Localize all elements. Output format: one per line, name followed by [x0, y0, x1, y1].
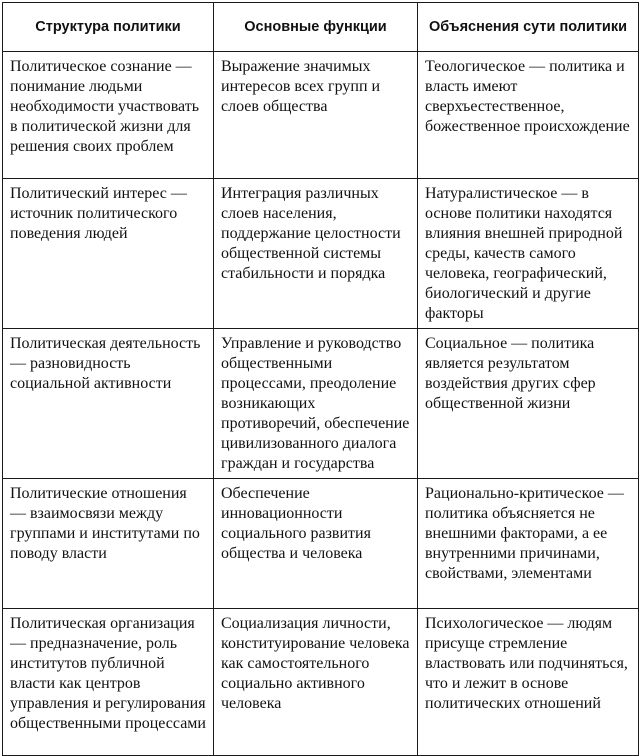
table-row: [3, 329, 639, 479]
explanation-cell: Социальное — политика является результатом воздействия других сфер общественной жизни: [418, 329, 639, 479]
table-row: [3, 609, 639, 756]
explanation-cell: Теологическое — политика и власть имеют сверхъестественное, божественное происхождение: [418, 52, 639, 179]
function-cell: Обеспечение инновационности социального развития общества и человека: [214, 479, 418, 609]
function-cell: Выражение значимых интересов всех групп и слоев общества: [214, 52, 418, 179]
explanation-cell: Психологическое — людям присуще стремление властвовать или подчиняться, что и лежит в основе политических отношений: [418, 609, 639, 756]
explanation-cell: Рационально-критическое — политика объясняется не внешними факторами, а ее внутренними причинами, свойствами, элементами: [418, 479, 639, 609]
function-cell: Социализация личности, конституирование человека как самостоятельного социально активного человека: [214, 609, 418, 756]
structure-cell: Политическое сознание — понимание людьми необходимости участвовать в политической жизни для решения своих проблем: [3, 52, 214, 179]
header-row: [3, 3, 639, 52]
header-functions: Основные функции: [214, 3, 418, 52]
politics-structure-table: [2, 2, 639, 756]
table-row: [3, 479, 639, 609]
function-cell: Управление и руководство общественными процессами, преодоление возникающих противоречий, обеспечение цивилизованного диалога граждан и государства: [214, 329, 418, 479]
function-cell: Интеграция различных слоев населения, поддержание целостности общественной системы стабильности и порядка: [214, 179, 418, 329]
structure-cell: Политическая организация — предназначение, роль институтов публичной власти как центров управления и регулирования общественными процессами: [3, 609, 214, 756]
table-row: [3, 52, 639, 179]
table-row: [3, 179, 639, 329]
header-structure: Структура политики: [3, 3, 214, 52]
structure-cell: Политический интерес — источник политического поведения людей: [3, 179, 214, 329]
header-explanations: Объяснения сути политики: [418, 3, 639, 52]
structure-cell: Политическая деятельность — разновидность социальной активности: [3, 329, 214, 479]
structure-cell: Политические отношения — взаимосвязи между группами и институтами по поводу власти: [3, 479, 214, 609]
explanation-cell: Натуралистическое — в основе политики находятся влияния внешней природной среды, качеств самого человека, географический, биологический и другие факторы: [418, 179, 639, 329]
